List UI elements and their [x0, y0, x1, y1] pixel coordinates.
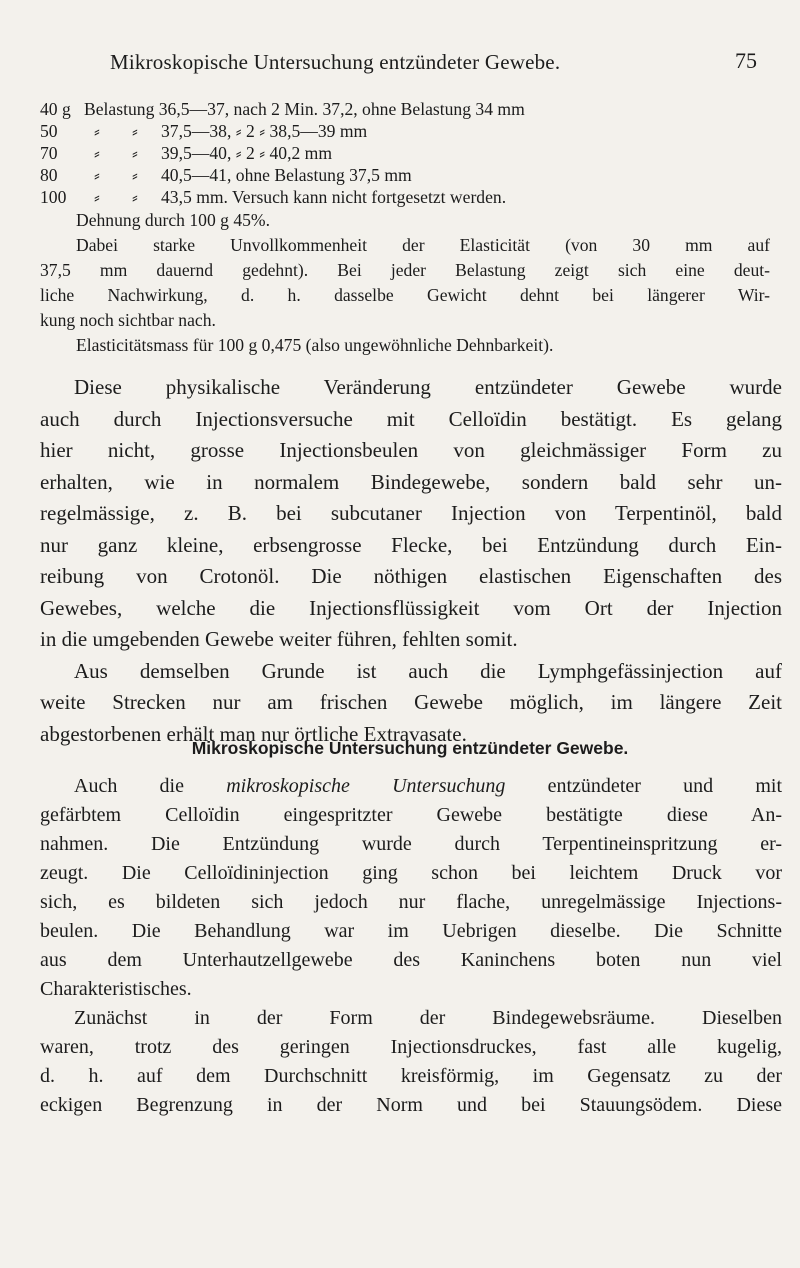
text-line: weite Strecken nur am frischen Gewebe möglich, im längere Zeit: [40, 690, 782, 714]
text-line: waren, trotz des geringen Injectionsdruckes, fast alle kugelig,: [40, 1036, 782, 1058]
load-value: 80: [40, 165, 58, 185]
measurement-text: 37,5—38, ⸗ 2 ⸗ 38,5—39 mm: [161, 121, 368, 141]
text-line: hier nicht, grosse Injectionsbeulen von gleichmässiger Form zu: [40, 438, 782, 462]
text-line: kung noch sichtbar nach.: [40, 310, 216, 330]
text-line: regelmässige, z. B. bei subcutaner Injection von Terpentinöl, bald: [40, 501, 782, 525]
measurement-row: [40, 142, 780, 164]
notes-block: [40, 208, 770, 358]
page-number: 75: [735, 48, 757, 73]
text-line: d. h. auf dem Durchschnitt kreisförmig, im Gegensatz zu der: [40, 1065, 782, 1087]
note-paragraph: Elasticitätsmass für 100 g 0,475 (also ungewöhnliche Dehnbarkeit).: [76, 335, 554, 355]
paragraph: [40, 1004, 782, 1120]
load-value: 100: [40, 187, 67, 207]
note-paragraph: Dehnung durch 100 g 45%.: [76, 210, 270, 230]
text-line: [40, 772, 782, 801]
emphasis-text: mikroskopische Untersuchung: [226, 775, 506, 797]
text-line: Aus demselben Grunde ist auch die Lymphgefässinjection auf: [74, 658, 782, 683]
load-value: 50: [40, 121, 58, 141]
text-run: entzündeter und mit: [547, 775, 783, 797]
note-paragraph: [40, 233, 770, 333]
section-heading: Mikroskopische Untersuchung entzündeter Gewebe.: [191, 738, 629, 758]
text-line: aus dem Unterhautzellgewebe des Kaninchens boten nun viel: [40, 949, 782, 971]
paragraph: [40, 656, 782, 751]
measurement-row: [40, 186, 780, 208]
measurement-row: [40, 120, 780, 142]
measurement-text: 40,5—41, ohne Belastung 37,5 mm: [161, 165, 412, 185]
text-line: abgestorbenen erhält man nur örtliche Extravasate.: [40, 721, 467, 746]
measurement-row: [40, 164, 780, 186]
main-text: [40, 372, 782, 750]
text-line: Zunächst in der Form der Bindegewebsräume. Dieselben: [74, 1007, 782, 1029]
ditto-mark: ⸗: [94, 187, 100, 207]
measurement-text: 43,5 mm. Versuch kann nicht fortgesetzt werden.: [161, 187, 507, 207]
text-line: liche Nachwirkung, d. h. dasselbe Gewicht dehnt bei längerer Wir-: [40, 285, 770, 305]
text-run: Auch die: [74, 775, 184, 797]
text-line: zeugt. Die Celloïdininjection ging schon bei leichtem Druck vor: [40, 862, 782, 884]
ditto-mark: ⸗: [94, 121, 100, 141]
running-head: Mikroskopische Untersuchung entzündeter Gewebe.: [110, 50, 561, 74]
paragraph: [40, 772, 782, 1004]
text-line: in die umgebenden Gewebe weiter führen, fehlten somit.: [40, 627, 518, 651]
text-line: sich, es bildeten sich jedoch nur flache, unregelmässige Injections-: [40, 891, 782, 913]
measurement-text: Belastung 36,5—37, nach 2 Min. 37,2, ohne Belastung 34 mm: [84, 99, 525, 119]
section-text: [40, 772, 782, 1120]
text-line: gefärbtem Celloïdin eingespritzter Gewebe bestätigte diese An-: [40, 804, 782, 826]
text-line: 37,5 mm dauernd gedehnt). Bei jeder Belastung zeigt sich eine deut-: [40, 260, 770, 280]
text-line: auch durch Injectionsversuche mit Celloïdin bestätigt. Es gelang: [40, 406, 782, 431]
ditto-mark: ⸗: [132, 165, 138, 185]
ditto-mark: ⸗: [132, 121, 138, 141]
paragraph: [40, 372, 782, 656]
measurement-table: [40, 98, 780, 208]
ditto-mark: ⸗: [94, 143, 100, 163]
load-value: 70: [40, 143, 58, 163]
measurement-row: [40, 98, 780, 120]
text-line: erhalten, wie in normalem Bindegewebe, sondern bald sehr un-: [40, 469, 782, 494]
text-line: nahmen. Die Entzündung wurde durch Terpentineinspritzung er-: [40, 833, 782, 855]
text-line: nur ganz kleine, erbsengrosse Flecke, bei Entzündung durch Ein-: [40, 532, 782, 557]
text-line: Charakteristisches.: [40, 978, 192, 1000]
text-line: Diese physikalische Veränderung entzündeter Gewebe wurde: [74, 375, 782, 399]
ditto-mark: ⸗: [94, 165, 100, 185]
ditto-mark: ⸗: [132, 187, 138, 207]
text-line: Gewebes, welche die Injectionsflüssigkeit vom Ort der Injection: [40, 595, 782, 620]
text-line: beulen. Die Behandlung war im Uebrigen dieselbe. Die Schnitte: [40, 920, 782, 942]
ditto-mark: ⸗: [132, 143, 138, 163]
text-line: reibung von Crotonöl. Die nöthigen elastischen Eigenschaften des: [40, 564, 782, 588]
load-value: 40 g: [40, 99, 71, 119]
text-line: Dabei starke Unvollkommenheit der Elasticität (von 30 mm auf: [76, 235, 770, 255]
measurement-text: 39,5—40, ⸗ 2 ⸗ 40,2 mm: [161, 143, 333, 163]
text-line: eckigen Begrenzung in der Norm und bei Stauungsödem. Diese: [40, 1094, 782, 1116]
